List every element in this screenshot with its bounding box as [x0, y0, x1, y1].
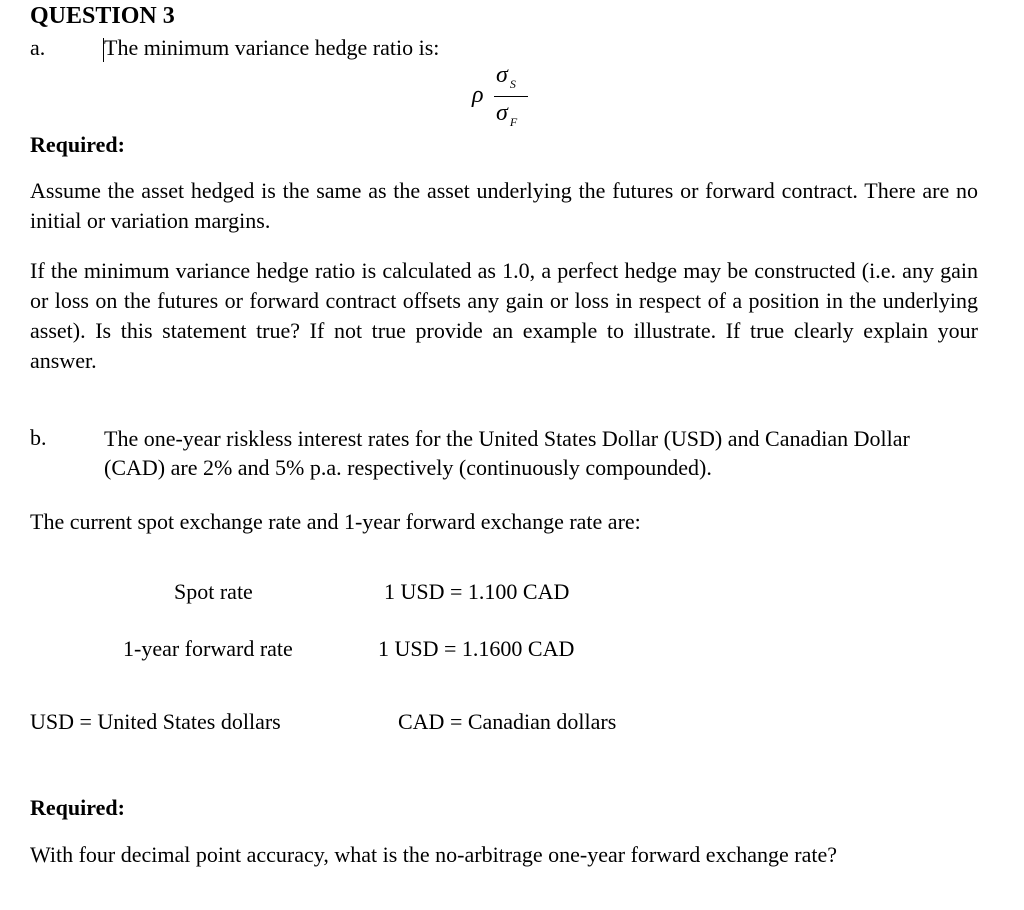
- part-a-assumption: Assume the asset hedged is the same as the asset underlying the futures or forward contract. There are no initial or variation margins.: [30, 178, 978, 233]
- part-a-required-heading: Required:: [30, 132, 125, 157]
- part-b-intro: The one-year riskless interest rates for the United States Dollar (USD) and Canadian Dollar (CAD) are 2% and 5% p.a. respectively (continuously compounded).: [104, 426, 910, 480]
- cad-definition: CAD = Canadian dollars: [398, 709, 617, 734]
- forward-rate-label: 1-year forward rate: [123, 636, 293, 661]
- part-b-question: With four decimal point accuracy, what is the no-arbitrage one-year forward exchange rate?: [30, 842, 838, 867]
- formula-rho: ρ: [472, 82, 484, 108]
- usd-definition: USD = United States dollars: [30, 709, 281, 734]
- spot-rate-value: 1 USD = 1.100 CAD: [384, 579, 570, 604]
- hedge-ratio-formula: [472, 62, 542, 132]
- formula-sigma-f: σ: [496, 100, 508, 126]
- rates-intro: The current spot exchange rate and 1-year forward exchange rate are:: [30, 509, 641, 534]
- formula-sub-s: S: [509, 77, 516, 91]
- spot-rate-label: Spot rate: [174, 579, 253, 604]
- part-b-required-heading: Required:: [30, 795, 125, 820]
- formula-numerator: [496, 62, 514, 89]
- formula-denominator: [496, 100, 518, 129]
- formula-sigma-s: σ: [496, 62, 508, 88]
- part-a-intro: The minimum variance hedge ratio is:: [104, 35, 440, 60]
- part-b-label: b.: [30, 425, 47, 450]
- part-a-question: If the minimum variance hedge ratio is calculated as 1.0, a perfect hedge may be constructed (i.e. any gain or loss on the futures or forward contract offsets any gain or loss in respect of a position in the underlying asset). Is this statement true? If not true provide an example to illustrate. If true clearly explain your answer.: [30, 258, 978, 373]
- formula-sub-f: F: [509, 115, 518, 129]
- formula-fraction-bar: [494, 96, 528, 97]
- forward-rate-value: 1 USD = 1.1600 CAD: [378, 636, 575, 661]
- part-a-label: a.: [30, 35, 46, 60]
- question-title: QUESTION 3: [30, 3, 175, 29]
